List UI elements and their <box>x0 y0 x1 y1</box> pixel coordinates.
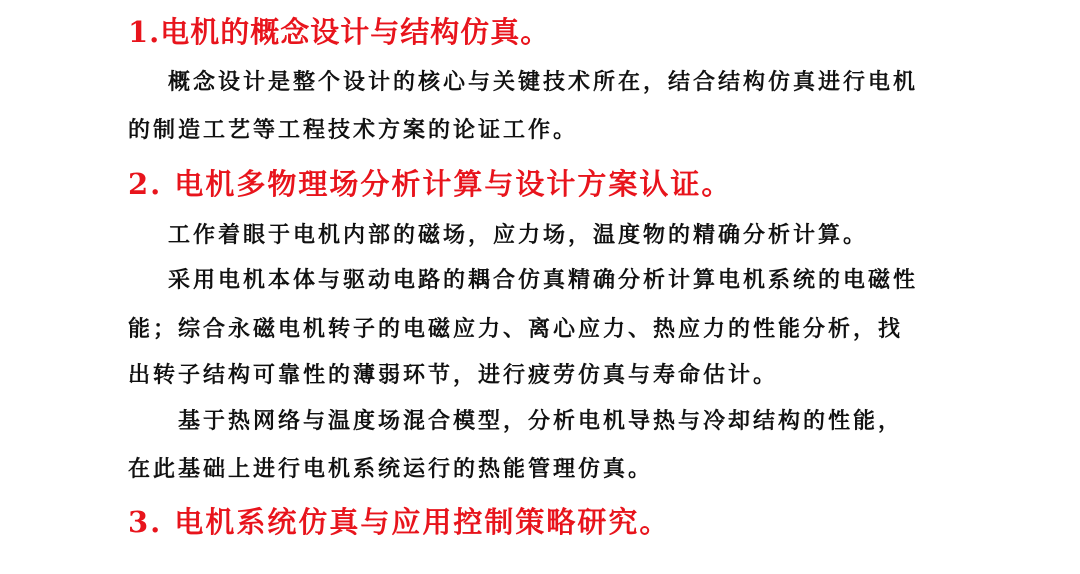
paragraph-coupling-line-3: 出转子结构可靠性的薄弱环节，进行疲劳仿真与寿命估计。 <box>128 362 779 388</box>
paragraph-thermal-line-1: 基于热网络与温度场混合模型，分析电机导热与冷却结构的性能， <box>178 408 904 434</box>
paragraph-concept-line-1: 概念设计是整个设计的核心与关键技术所在，结合结构仿真进行电机 <box>168 69 919 95</box>
paragraph-coupling-line-1: 采用电机本体与驱动电路的耦合仿真精确分析计算电机系统的电磁性 <box>168 267 919 293</box>
paragraph-multiphysics-line-1: 工作着眼于电机内部的磁场，应力场，温度物的精确分析计算。 <box>168 222 869 248</box>
heading-control-strategy: 3. 电机系统仿真与应用控制策略研究。 <box>128 505 671 539</box>
paragraph-concept-line-2: 的制造工艺等工程技术方案的论证工作。 <box>128 117 579 143</box>
heading-concept-design: 1.电机的概念设计与结构仿真。 <box>128 15 551 49</box>
paragraph-coupling-line-2: 能；综合永磁电机转子的电磁应力、离心应力、热应力的性能分析，找 <box>128 316 904 342</box>
paragraph-thermal-line-2: 在此基础上进行电机系统运行的热能管理仿真。 <box>128 456 654 482</box>
heading-multiphysics: 2. 电机多物理场分析计算与设计方案认证。 <box>128 167 733 201</box>
